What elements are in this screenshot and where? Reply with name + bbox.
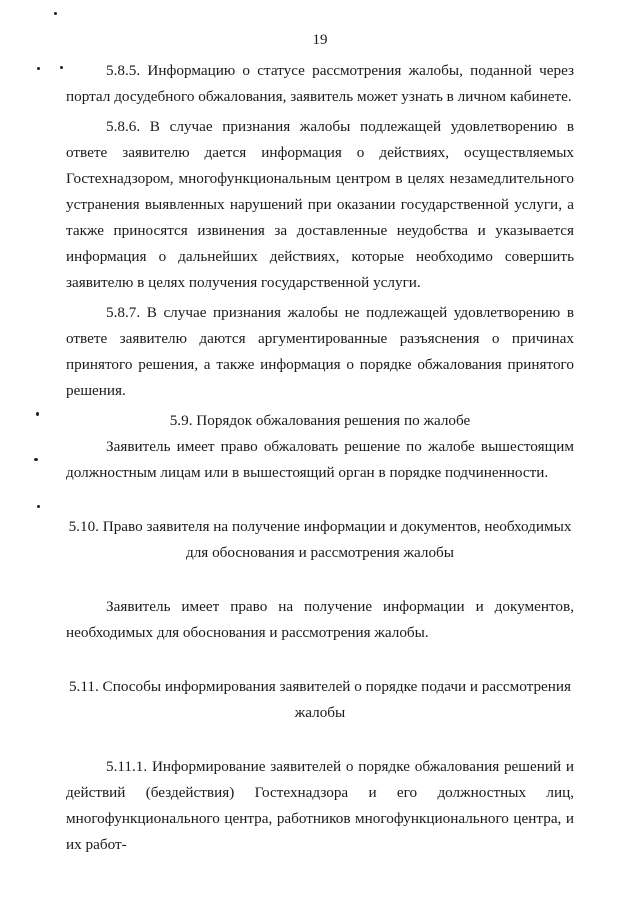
paragraph-5-11-1: 5.11.1. Информирование заявителей о порядке обжалования решений и действий (бездействия) Гостехнадзора и его должностных лиц, многофункционального центра, работников многофункционального центра, и их работ-	[66, 758, 574, 853]
scan-speck	[36, 412, 39, 416]
heading-5-10: 5.10. Право заявителя на получение информации и документов, необходимых для обоснования и рассмотрения жалобы	[68, 518, 572, 561]
scan-speck	[54, 12, 57, 15]
document-body	[66, 58, 574, 858]
page-number: 19	[312, 32, 328, 48]
heading-5-11: 5.11. Способы информирования заявителей о порядке подачи и рассмотрения жалобы	[68, 678, 572, 721]
paragraph-5-10: Заявитель имеет право на получение информации и документов, необходимых для обоснования и рассмотрения жалобы.	[66, 598, 574, 641]
paragraph-5-8-5: 5.8.5. Информацию о статусе рассмотрения жалобы, поданной через портал досудебного обжалования, заявитель может узнать в личном кабинете.	[66, 62, 574, 105]
scan-speck	[34, 458, 38, 461]
scan-speck	[37, 505, 40, 508]
scan-speck	[37, 67, 40, 70]
scan-speck	[60, 66, 63, 69]
paragraph-5-9: Заявитель имеет право обжаловать решение по жалобе вышестоящим должностным лицам или в вышестоящий орган в порядке подчиненности.	[66, 438, 574, 481]
heading-5-9: 5.9. Порядок обжалования решения по жалобе	[169, 412, 471, 429]
paragraph-5-8-6: 5.8.6. В случае признания жалобы подлежащей удовлетворению в ответе заявителю дается информация о действиях, осуществляемых Гостехнадзором, многофункциональным центром в целях незамедлительного устранения выявленных нарушений при оказании государственной услуги, а также приносятся извинения за доставленные неудобства и указывается информация о дальнейших действиях, которые необходимо совершить заявителю в целях получения государственной услуги.	[66, 118, 574, 291]
paragraph-5-8-7: 5.8.7. В случае признания жалобы не подлежащей удовлетворению в ответе заявителю даются аргументированные разъяснения о причинах принятого решения, а также информация о порядке обжалования принятого решения.	[66, 304, 574, 399]
